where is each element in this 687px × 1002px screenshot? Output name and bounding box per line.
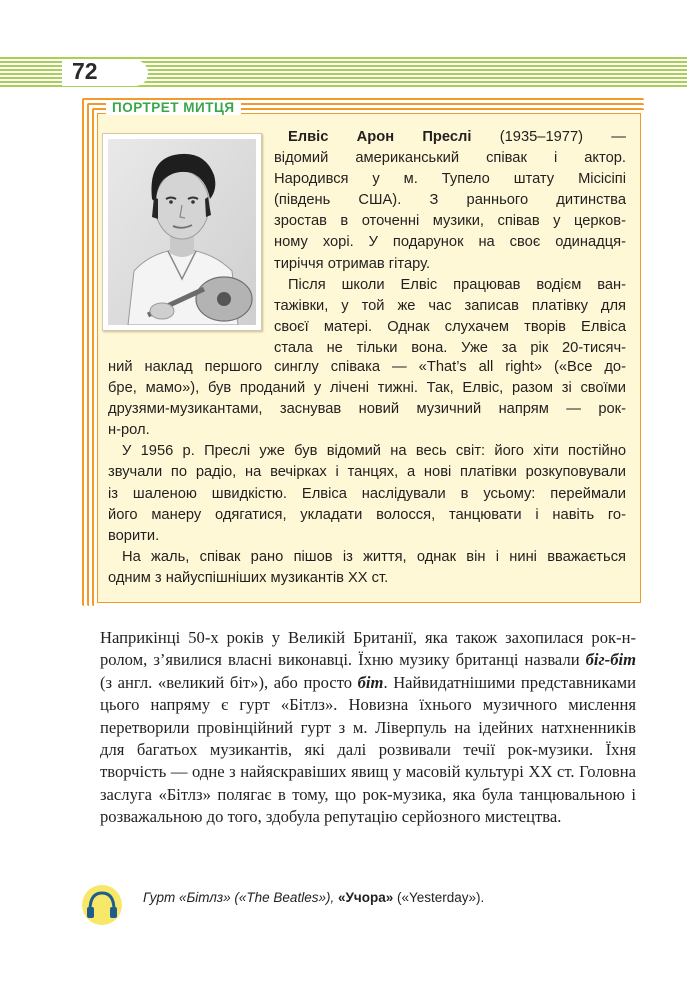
text-line: одним з найуспішніших музикантів ХХ ст. [108, 569, 389, 586]
text-line: відомий американський співак і актор. [274, 150, 626, 167]
text-line: (південь США). З раннього дитинства [274, 192, 626, 209]
term-beat: біт [357, 672, 384, 692]
headphones-icon [80, 884, 124, 926]
paragraph-text [100, 627, 636, 829]
text-line: звучали по радіо, на вечірках і танцях, а нові платівки розкуповували [108, 464, 626, 481]
portrait-text-upper [274, 127, 626, 359]
group-label: Гурт «Бітлз» [143, 890, 231, 905]
text-run: (з англ. «великий біт»), або просто [100, 672, 358, 692]
text-line: своєї матері. Однак слухачем творів Елвіса [274, 318, 626, 335]
portrait-illustration [108, 139, 256, 325]
text-run: . Найвидатнішими представниками цього напряму є гурт «Бітлз». Новизна їхнього музичного мислення перетворили провінційний гурт з м. Ліверпуль на ідейних натхненників для багатьох музикантів, які далі розвивали течії рок-музики. Їхня творчість — одне з найяскравіших явищ у масовій культурі ХХ ст. Головна заслуга «Бітлз» полягає в тому, що рок-музика, яка була танцювальною і розважальною до того, здобула репутацію серйозного мистецтва. [100, 672, 636, 827]
text-line: тажівки, у той же час записав платівку для [274, 297, 626, 314]
text-line: бре, мамо»), був проданий у лічені тижні. Так, Елвіс, разом зі своїми [108, 380, 626, 397]
text-line: ному хорі. У подарунок на своє одинадця- [274, 234, 626, 251]
text-line: тиріччя отримав гітару. [274, 255, 431, 272]
text-line: ний наклад першого синглу співака — «That’s all right» («Все до- [108, 359, 626, 375]
text-line: стала не тільки вона. Уже за рік 20-тисяч- [274, 339, 626, 356]
portrait-text-lower [108, 357, 626, 589]
artist-name: Елвіс Арон Преслі [288, 129, 472, 145]
text-line: зростав в оточенні музики, співав у церков- [274, 213, 626, 230]
page-number: 72 [72, 58, 98, 84]
text-line: із шаленою швидкістю. Елвіса наслідували в усьому: переймали [108, 485, 626, 502]
text-line: ворити. [108, 527, 160, 544]
text-line: н-рол. [108, 422, 150, 439]
listening-caption [143, 890, 484, 905]
song-original: («Yesterday»). [393, 890, 485, 905]
text-line: На жаль, співак рано пішов із життя, однак він і нині вважається [122, 548, 626, 565]
text-line: Народився у м. Тупело штату Місісіпі [274, 171, 626, 188]
text-line: Після школи Елвіс працював водієм ван- [288, 276, 626, 293]
text-line [274, 127, 626, 148]
group-original: («The Beatles»), [230, 890, 338, 905]
text-line: його манеру одягатися, укладати волосся, танцювати і навіть го- [108, 506, 626, 523]
text-run: Наприкінці 50-х років у Великій Британії, яка також захопилася рок-н-ролом, з’явилися власні виконавці. Їхню музику британці назвали [100, 628, 636, 670]
section-label: ПОРТРЕТ МИТЦЯ [106, 100, 241, 115]
main-paragraph [100, 627, 636, 829]
text-line: У 1956 р. Преслі уже був відомий на весь світ: його хіти постійно [122, 443, 626, 460]
song-title: «Учора» [337, 890, 394, 905]
term-big-beat: біг-біт [585, 650, 636, 670]
text-line: друзями-музикантами, заснував новий музичний напрям — рок- [108, 401, 626, 418]
text-line: (1935–1977) — [471, 129, 626, 145]
elvis-photo [102, 133, 262, 331]
